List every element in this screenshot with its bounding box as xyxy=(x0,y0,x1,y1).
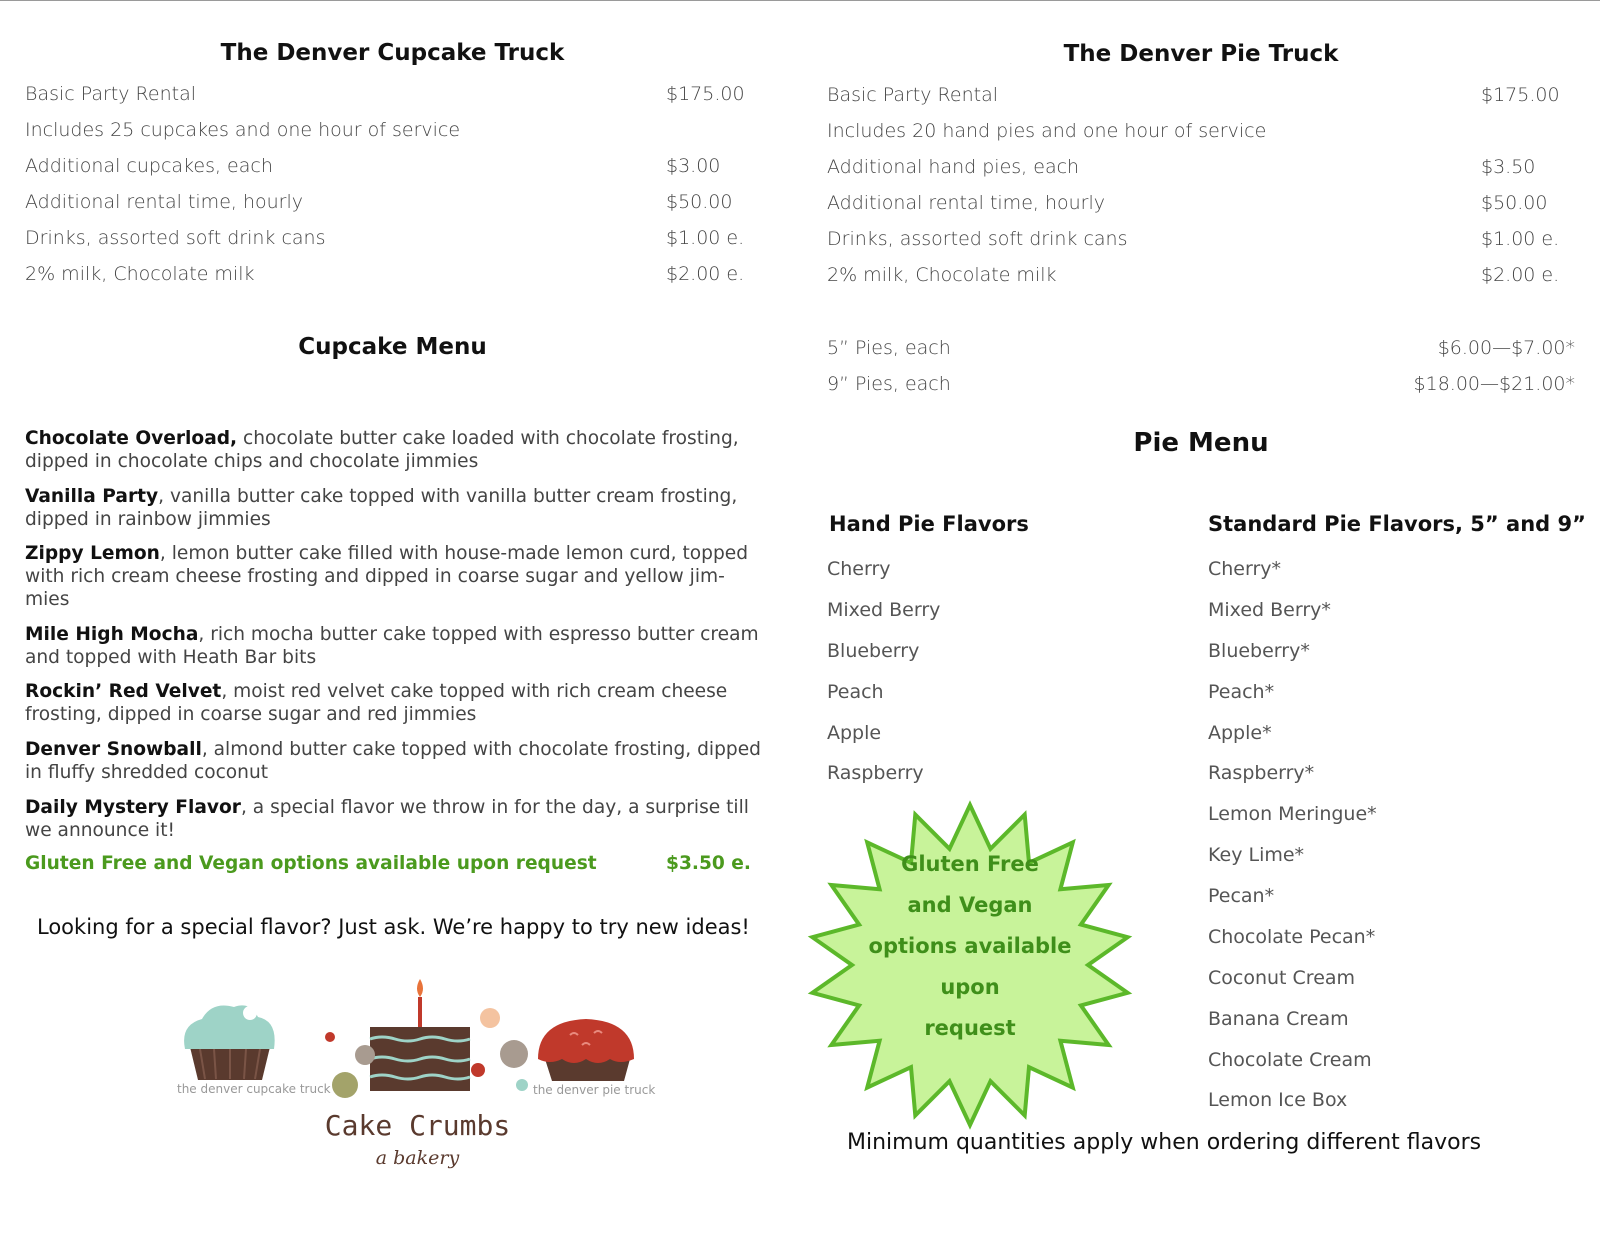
list-item: Apple xyxy=(827,722,882,744)
rental-row: Additional rental time, hourly $50.00 xyxy=(827,192,1548,214)
menu-item-desc: , vanilla butter cake topped with vanilla butter cream frosting, dipped in rainbow jimmies xyxy=(25,486,738,530)
rental-row: Includes 20 hand pies and one hour of service xyxy=(827,120,1267,142)
list-item: Lemon Ice Box xyxy=(1208,1089,1348,1111)
list-item: Raspberry xyxy=(827,762,924,784)
cupcake-icon xyxy=(184,1005,275,1080)
list-item: Mixed Berry xyxy=(827,599,941,621)
pie-menu-title: Pie Menu xyxy=(1133,428,1269,458)
starburst-text: Gluten Free and Vegan options available upon request xyxy=(868,852,1072,1040)
dot xyxy=(500,1040,528,1068)
list-item: Lemon Meringue* xyxy=(1208,803,1377,825)
dot xyxy=(355,1045,375,1065)
rental-row: Basic Party Rental $175.00 xyxy=(25,83,745,105)
gluten-free-price: $3.50 e. xyxy=(666,853,751,874)
rental-row: 2% milk, Chocolate milk $2.00 e. xyxy=(25,263,745,285)
menu-item-desc: , rich mocha butter cake topped with espresso butter cream and topped with Heath Bar bits xyxy=(25,624,759,668)
menu-item xyxy=(25,680,765,726)
minimum-quantity-note: Minimum quantities apply when ordering different flavors xyxy=(847,1130,1482,1155)
gluten-free-starburst xyxy=(805,800,1135,1130)
menu-item xyxy=(25,427,765,473)
menu-item-desc: chocolate butter cake loaded with chocolate frosting, dipped in chocolate chips and chocolate jimmies xyxy=(25,428,739,472)
pie-truck-title: The Denver Pie Truck xyxy=(1063,41,1339,67)
top-border xyxy=(0,0,1600,1)
menu-item-desc: , lemon butter cake filled with house-made lemon curd, topped with rich cream cheese frosting and dipped in coarse sugar and yellow jim-mies xyxy=(25,543,749,610)
rental-row: Includes 25 cupcakes and one hour of service xyxy=(25,119,461,141)
list-item: Coconut Cream xyxy=(1208,967,1356,989)
pie-price-row: 9” Pies, each $18.00—$21.00* xyxy=(827,373,1575,395)
rental-row: Additional hand pies, each $3.50 xyxy=(827,156,1536,178)
rental-row: Drinks, assorted soft drink cans $1.00 e. xyxy=(827,228,1560,250)
menu-item-name: Zippy Lemon xyxy=(25,543,160,564)
dot xyxy=(516,1079,528,1091)
dot xyxy=(480,1008,500,1028)
list-item: Blueberry xyxy=(827,640,920,662)
list-item: Mixed Berry* xyxy=(1208,599,1331,621)
pie-icon xyxy=(538,1019,634,1081)
rental-row: Drinks, assorted soft drink cans $1.00 e. xyxy=(25,227,745,249)
dot xyxy=(471,1063,485,1077)
list-item: Peach xyxy=(827,681,884,703)
rental-row: Additional rental time, hourly $50.00 xyxy=(25,191,733,213)
list-item: Peach* xyxy=(1208,681,1275,703)
birthday-cake-icon xyxy=(370,979,470,1091)
list-item: Chocolate Pecan* xyxy=(1208,926,1376,948)
menu-item-name: Rockin’ Red Velvet xyxy=(25,681,222,702)
menu-item-desc: , moist red velvet cake topped with rich cream cheese frosting, dipped in coarse sugar and red jimmies xyxy=(25,681,728,725)
list-item: Pecan* xyxy=(1208,885,1275,907)
list-item: Cherry xyxy=(827,558,891,580)
list-item: Key Lime* xyxy=(1208,844,1305,866)
cupcake-menu-title: Cupcake Menu xyxy=(298,334,487,360)
rental-row: 2% milk, Chocolate milk $2.00 e. xyxy=(827,264,1560,286)
menu-item-desc: , a special flavor we throw in for the day, a surprise till we announce it! xyxy=(25,797,749,841)
standard-pie-heading: Standard Pie Flavors, 5” and 9” xyxy=(1208,512,1586,536)
menu-item-name: Denver Snowball xyxy=(25,739,202,760)
pie-price-row: 5” Pies, each $6.00—$7.00* xyxy=(827,337,1575,359)
dot xyxy=(325,1032,335,1042)
cake-crumbs-logo xyxy=(150,975,656,1185)
dot xyxy=(332,1072,358,1098)
cupcake-truck-title: The Denver Cupcake Truck xyxy=(220,40,565,66)
logo-name: Cake Crumbs xyxy=(324,1109,511,1142)
gluten-free-label: Gluten Free and Vegan options available upon request xyxy=(25,853,597,874)
gluten-free-row xyxy=(25,851,785,877)
rental-row: Additional cupcakes, each $3.00 xyxy=(25,155,721,177)
cupcake-truck-caption: the denver cupcake truck xyxy=(177,1082,331,1096)
pie-truck-caption: the denver pie truck xyxy=(533,1083,656,1097)
logo-tagline: a bakery xyxy=(375,1147,460,1169)
menu-item-name: Mile High Mocha xyxy=(25,624,199,645)
menu-item-name: Daily Mystery Flavor xyxy=(25,797,241,818)
rental-row: Basic Party Rental $175.00 xyxy=(827,84,1560,106)
menu-item xyxy=(25,796,765,842)
hand-pie-heading: Hand Pie Flavors xyxy=(829,512,1029,536)
list-item: Raspberry* xyxy=(1208,762,1315,784)
list-item: Banana Cream xyxy=(1208,1008,1349,1030)
list-item: Cherry* xyxy=(1208,558,1282,580)
special-flavor-note: Looking for a special flavor? Just ask. We’re happy to try new ideas! xyxy=(37,915,750,939)
menu-item xyxy=(25,485,765,531)
list-item: Apple* xyxy=(1208,722,1272,744)
menu-item xyxy=(25,623,765,669)
list-item: Blueberry* xyxy=(1208,640,1310,662)
menu-item-desc: , almond butter cake topped with chocolate frosting, dipped in fluffy shredded coconut xyxy=(25,739,761,783)
menu-item-name: Chocolate Overload, xyxy=(25,428,238,449)
menu-item xyxy=(25,738,765,784)
menu-item xyxy=(25,542,765,611)
list-item: Chocolate Cream xyxy=(1208,1049,1372,1071)
menu-item-name: Vanilla Party xyxy=(25,486,159,507)
